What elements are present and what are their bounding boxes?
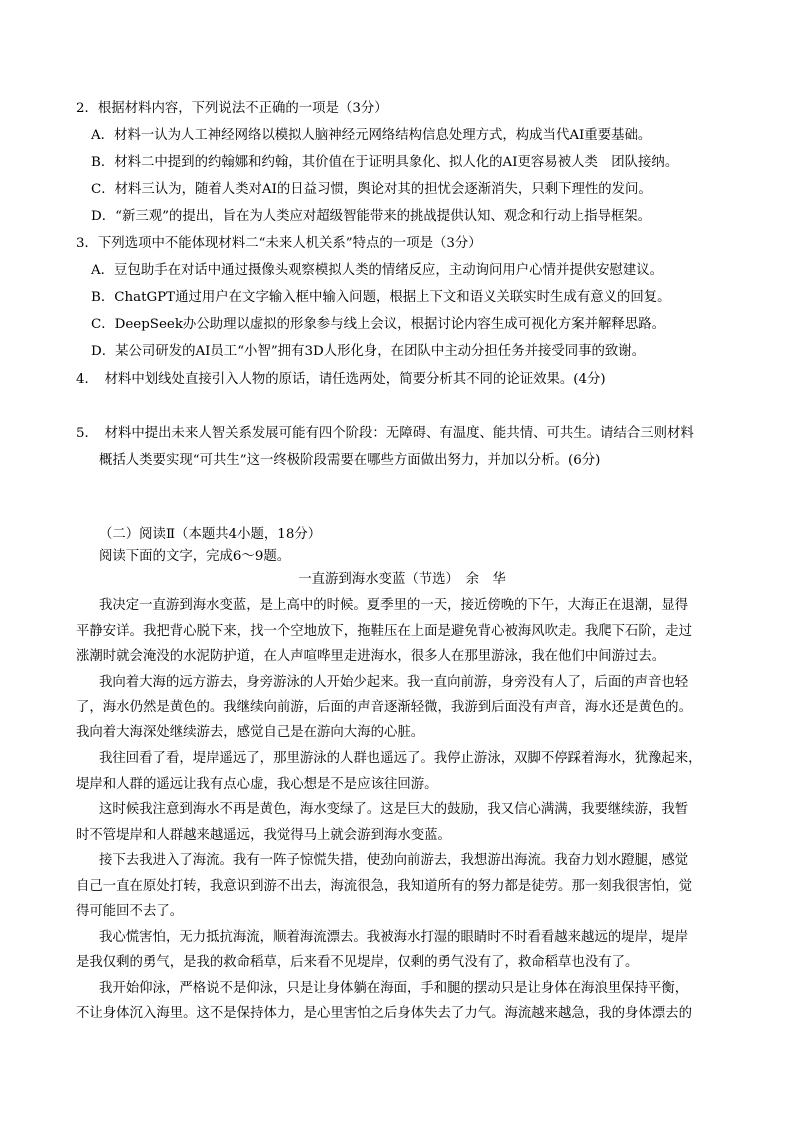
- passage-line: 这时候我注意到海水不再是黄色，海水变绿了。这是巨大的鼓励，我又信心满满，我要继续游，我暂: [99, 802, 689, 817]
- passage-line: 我心慌害怕，无力抵抗海流，顺着海流漂去。我被海水打湿的眼睛时不时看看越来越远的堤岸，堤岸: [99, 930, 689, 945]
- passage-line: 得可能回不去了。: [76, 904, 184, 919]
- passage-line: 了，海水仍然是黄色的。我继续向前游，后面的声音逐渐轻微，我游到后面没有声音，海水还是黄色的。: [76, 700, 692, 715]
- passage-line: 我开始仰泳，严格说不是仰泳，只是让身体躺在海面，手和腿的摆动只是让身体在海浪里保持平衡，: [99, 981, 689, 996]
- passage-line: 堤岸和人群的遥远让我有点心虚，我心想是不是应该往回游。: [76, 777, 438, 792]
- passage-line: 接下去我进入了海流。我有一阵子惊慌失措，使劲向前游去，我想游出海流。我奋力划水蹬腿，感觉: [99, 853, 689, 868]
- question-2-option-d: D．“新三观”的提出，旨在为人类应对超级智能带来的挑战提供认知、观念和行动上指导框架。: [91, 209, 652, 224]
- question-2-option-b: B．材料二中提到的约翰娜和约翰，其价值在于证明具象化、拟人化的AI更容易被人类 团队接纳。: [91, 155, 679, 170]
- question-2-option-a: A．材料一认为人工神经网络以模拟人脑神经元网络结构信息处理方式，构成当代AI重要基础。: [91, 128, 652, 143]
- passage-title: 一直游到海水变蓝（节选） 余 华: [298, 572, 506, 587]
- passage-line: 自己一直在原处打转，我意识到游不出去，海流很急，我知道所有的努力都是徒劳。那一刻我很害怕，觉: [76, 879, 692, 894]
- passage-line: 时不管堤岸和人群越来越遥远，我觉得马上就会游到海水变蓝。: [76, 828, 451, 843]
- section-instruction: 阅读下面的文字，完成6～9题。: [99, 549, 291, 564]
- question-5-line-2: 概括人类要实现“可共生”这一终极阶段需要在哪些方面做出努力，并加以分析。(6分): [99, 453, 601, 468]
- question-3-option-a: A．豆包助手在对话中通过摄像头观察模拟人类的情绪反应，主动询问用户心情并提供安慰建议。: [91, 263, 664, 278]
- passage-line: 是我仅剩的勇气，是我的救命稻草，后来看不见堤岸，仅剩的勇气没有了，救命稻草也没有了。: [76, 955, 639, 970]
- passage-line: 我决定一直游到海水变蓝，是上高中的时候。夏季里的一天，接近傍晚的下午，大海正在退潮，显得: [99, 598, 689, 613]
- question-3-option-d: D．某公司研发的AI员工“小智”拥有3D人形化身，在团队中主动分担任务并接受同事的致谢。: [91, 344, 646, 359]
- passage-line: 平静安详。我把背心脱下来，找一个空地放下，拖鞋压在上面是避免背心被海风吹走。我爬下石阶，走过: [76, 624, 692, 639]
- question-2-stem: 2．根据材料内容，下列说法不正确的一项是（3分）: [76, 101, 388, 116]
- question-4: 4． 材料中划线处直接引入人物的原话，请任选两处，简要分析其不同的论证效果。(4分): [76, 372, 606, 387]
- passage-line: 不让身体沉入海里。这不是保持体力，是心里害怕之后身体失去了力气。海流越来越急，我的身体漂去的: [76, 1006, 692, 1021]
- passage-line: 涨潮时就会淹没的水泥防护道，在人声喧哗里走进海水，很多人在那里游泳，我在他们中间游过去。: [76, 649, 666, 664]
- question-3-option-c: C．DeepSeek办公助理以虚拟的形象参与线上会议，根据讨论内容生成可视化方案并解释思路。: [91, 317, 665, 332]
- section-heading: （二）阅读Ⅱ（本题共4小题，18分）: [99, 527, 322, 542]
- passage-line: 我往回看了看，堤岸遥远了，那里游泳的人群也遥远了。我停止游泳，双脚不停踩着海水，犹豫起来，: [99, 751, 702, 766]
- question-3-option-b: B．ChatGPT通过用户在文字输入框中输入问题，根据上下文和语义关联实时生成有意义的回复。: [91, 290, 671, 305]
- passage-line: 我向着大海的远方游去，身旁游泳的人开始少起来。我一直向前游，身旁没有人了，后面的声音也轻: [99, 675, 689, 690]
- question-3-stem: 3．下列选项中不能体现材料二“未来人机关系”特点的一项是（3分）: [76, 236, 482, 251]
- question-5-line-1: 5． 材料中提出未来人智关系发展可能有四个阶段：无障碍、有温度、能共情、可共生。请结合三则材料: [76, 426, 694, 441]
- question-2-option-c: C．材料三认为，随着人类对AI的日益习惯，舆论对其的担忧会逐渐消失，只剩下理性的发问。: [91, 182, 652, 197]
- passage-line: 我向着大海深处继续游去，感觉自己是在游向大海的心脏。: [76, 725, 425, 740]
